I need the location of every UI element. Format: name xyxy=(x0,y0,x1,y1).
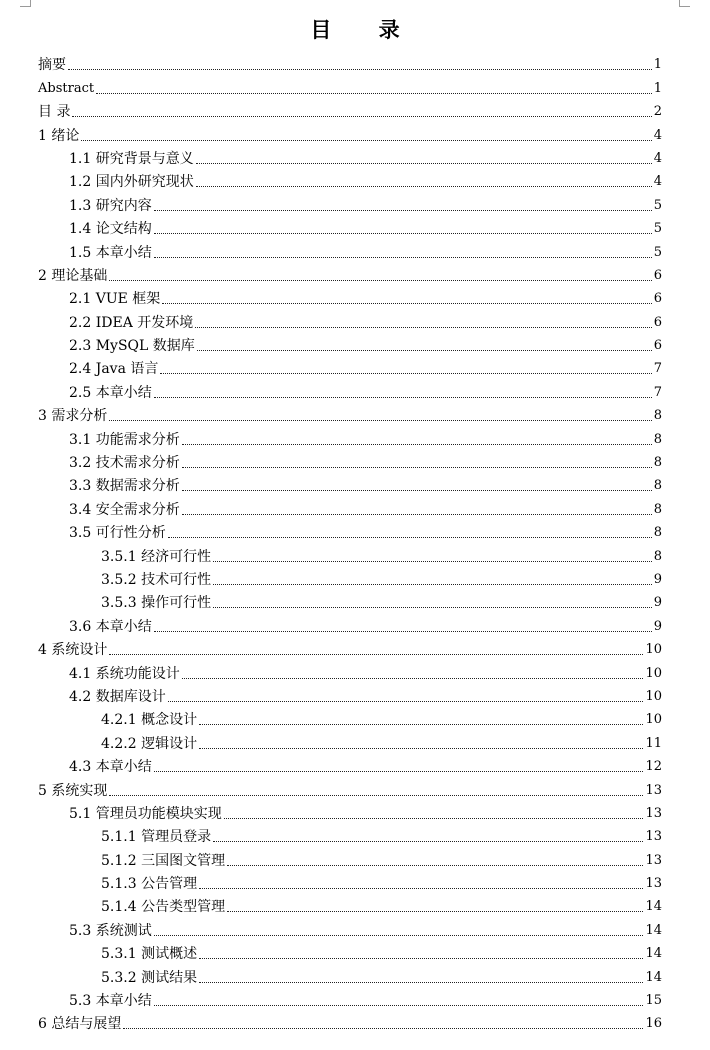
toc-dot-leader xyxy=(154,397,652,398)
toc-dot-leader xyxy=(182,514,652,515)
toc-entry[interactable] xyxy=(38,543,662,566)
toc-entry-label: 6 总结与展望 xyxy=(38,1016,122,1033)
toc-entry-label: 5.1 管理员功能模块实现 xyxy=(69,805,222,822)
toc-entry[interactable] xyxy=(38,309,662,332)
toc-dot-leader xyxy=(154,771,644,772)
toc-entry-page-number: 1 xyxy=(653,80,662,96)
toc-dot-leader xyxy=(162,303,651,304)
toc-entry-label: 4.1 系统功能设计 xyxy=(69,665,180,682)
toc-dot-leader xyxy=(199,958,643,959)
toc-entry[interactable] xyxy=(38,169,662,192)
toc-entry-page-number: 10 xyxy=(645,665,662,681)
toc-entry[interactable] xyxy=(38,894,662,917)
toc-entry[interactable] xyxy=(38,637,662,660)
toc-entry[interactable] xyxy=(38,286,662,309)
toc-dot-leader xyxy=(154,210,652,211)
toc-entry[interactable] xyxy=(38,333,662,356)
toc-entry-page-number: 13 xyxy=(645,876,662,892)
toc-entry-page-number: 14 xyxy=(645,922,662,938)
toc-entry[interactable] xyxy=(38,871,662,894)
toc-entry-page-number: 13 xyxy=(645,829,662,845)
toc-entry-label: 1.4 论文结构 xyxy=(69,221,152,238)
toc-entry[interactable] xyxy=(38,99,662,122)
toc-entry-label: 3.5.3 操作可行性 xyxy=(101,595,212,612)
toc-dot-leader xyxy=(81,140,651,141)
toc-entry-label: 2.4 Java 语言 xyxy=(69,361,159,378)
toc-dot-leader xyxy=(182,467,652,468)
toc-entry-label: 3 需求分析 xyxy=(38,408,108,425)
toc-entry-page-number: 4 xyxy=(653,150,662,166)
toc-entry-label: 3.3 数据需求分析 xyxy=(69,478,180,495)
toc-entry-label: 4.2.2 逻辑设计 xyxy=(101,735,198,752)
toc-entry-page-number: 1 xyxy=(653,57,662,73)
toc-entry-label: 1.5 本章小结 xyxy=(69,244,152,261)
toc-entry-label: Abstract xyxy=(38,80,95,96)
toc-entry-label: 3.4 安全需求分析 xyxy=(69,501,180,518)
toc-entry-page-number: 13 xyxy=(645,805,662,821)
toc-dot-leader xyxy=(199,888,643,889)
toc-entry[interactable] xyxy=(38,590,662,613)
toc-dot-leader xyxy=(182,444,652,445)
toc-dot-leader xyxy=(123,1028,643,1029)
toc-entry[interactable] xyxy=(38,730,662,753)
toc-entry[interactable] xyxy=(38,473,662,496)
toc-entry-page-number: 14 xyxy=(645,946,662,962)
toc-entry-page-number: 13 xyxy=(645,852,662,868)
toc-entry[interactable] xyxy=(38,450,662,473)
toc-entry-label: 摘要 xyxy=(38,57,66,74)
toc-dot-leader xyxy=(224,818,644,819)
toc-entry-page-number: 8 xyxy=(653,455,662,471)
toc-entry-page-number: 4 xyxy=(653,174,662,190)
toc-title: 目 录 xyxy=(310,17,420,42)
toc-entry[interactable] xyxy=(38,263,662,286)
toc-entry-page-number: 6 xyxy=(653,291,662,307)
page-corner-mark-right xyxy=(679,0,690,7)
toc-entry-page-number: 9 xyxy=(653,618,662,634)
toc-entry-page-number: 11 xyxy=(645,735,662,751)
toc-dot-leader xyxy=(109,654,643,655)
toc-dot-leader xyxy=(195,327,651,328)
toc-entry-page-number: 8 xyxy=(653,501,662,517)
toc-entry-page-number: 5 xyxy=(653,221,662,237)
toc-entry-page-number: 8 xyxy=(653,408,662,424)
toc-entry[interactable] xyxy=(38,754,662,777)
toc-entry-page-number: 9 xyxy=(653,595,662,611)
toc-dot-leader xyxy=(182,490,652,491)
toc-entry[interactable] xyxy=(38,122,662,145)
toc-entry-label: 5.3.2 测试结果 xyxy=(101,969,198,986)
page-corner-mark-left xyxy=(20,0,31,7)
toc-entry-page-number: 8 xyxy=(653,431,662,447)
toc-entry-page-number: 10 xyxy=(645,712,662,728)
toc-entry-page-number: 5 xyxy=(653,197,662,213)
toc-entry[interactable] xyxy=(38,613,662,636)
toc-entry[interactable] xyxy=(38,426,662,449)
toc-entry-page-number: 12 xyxy=(645,759,662,775)
toc-dot-leader xyxy=(227,911,643,912)
toc-entry[interactable] xyxy=(38,917,662,940)
toc-entry-page-number: 8 xyxy=(653,548,662,564)
toc-dot-leader xyxy=(160,373,651,374)
toc-dot-leader xyxy=(227,865,643,866)
toc-entry-label: 3.5.2 技术可行性 xyxy=(101,571,212,588)
toc-entry-label: 3.6 本章小结 xyxy=(69,618,152,635)
toc-entry[interactable] xyxy=(38,964,662,987)
toc-entry-page-number: 8 xyxy=(653,525,662,541)
toc-entry-label: 5 系统实现 xyxy=(38,782,108,799)
toc-entry-page-number: 6 xyxy=(653,267,662,283)
toc-entry[interactable] xyxy=(38,777,662,800)
toc-entry-page-number: 5 xyxy=(653,244,662,260)
toc-entry-label: 5.3 本章小结 xyxy=(69,993,152,1010)
toc-entry-label: 5.1.4 公告类型管理 xyxy=(101,899,226,916)
toc-entry-label: 2.3 MySQL 数据库 xyxy=(69,338,195,355)
toc-entry-label: 3.5 可行性分析 xyxy=(69,525,166,542)
toc-entry-page-number: 7 xyxy=(653,361,662,377)
toc-entry-page-number: 2 xyxy=(653,104,662,120)
toc-entry-label: 1.1 研究背景与意义 xyxy=(69,150,194,167)
toc-entry-label: 2.2 IDEA 开发环境 xyxy=(69,314,194,331)
toc-entry-page-number: 7 xyxy=(653,384,662,400)
toc-entry[interactable] xyxy=(38,941,662,964)
toc-entry[interactable] xyxy=(38,801,662,824)
toc-entry-label: 3.5.1 经济可行性 xyxy=(101,548,212,565)
toc-entry-label: 5.1.3 公告管理 xyxy=(101,876,198,893)
toc-dot-leader xyxy=(109,795,643,796)
toc-entry-page-number: 4 xyxy=(653,127,662,143)
toc-entry-label: 5.1.2 三国图文管理 xyxy=(101,852,226,869)
toc-entry-page-number: 14 xyxy=(645,899,662,915)
toc-entry-page-number: 15 xyxy=(645,993,662,1009)
toc-entry[interactable] xyxy=(38,988,662,1011)
toc-entry[interactable] xyxy=(38,496,662,519)
toc-entry-page-number: 16 xyxy=(645,1016,662,1032)
toc-dot-leader xyxy=(199,724,643,725)
toc-entry-label: 4 系统设计 xyxy=(38,642,108,659)
toc-dot-leader xyxy=(68,69,652,70)
toc-entry-label: 1.2 国内外研究现状 xyxy=(69,174,194,191)
toc-dot-leader xyxy=(168,537,652,538)
toc-entry[interactable] xyxy=(38,216,662,239)
toc-dot-leader xyxy=(109,280,651,281)
toc-dot-leader xyxy=(154,631,652,632)
toc-dot-leader xyxy=(154,1005,644,1006)
toc-dot-leader xyxy=(196,186,652,187)
toc-entry-label: 4.2 数据库设计 xyxy=(69,688,166,705)
toc-entry-label: 1.3 研究内容 xyxy=(69,197,152,214)
toc-entry-label: 3.2 技术需求分析 xyxy=(69,455,180,472)
toc-entry[interactable] xyxy=(38,1011,662,1034)
toc-entry[interactable] xyxy=(38,847,662,870)
toc-entry[interactable] xyxy=(38,192,662,215)
toc-dot-leader xyxy=(196,163,652,164)
toc-dot-leader xyxy=(154,935,644,936)
toc-dot-leader xyxy=(182,678,644,679)
toc-entry[interactable] xyxy=(38,52,662,75)
toc-dot-leader xyxy=(96,93,652,94)
toc-entry[interactable] xyxy=(38,379,662,402)
toc-entry-label: 目 录 xyxy=(38,104,71,121)
toc-entry[interactable] xyxy=(38,660,662,683)
toc-dot-leader xyxy=(213,561,652,562)
toc-list xyxy=(38,52,662,1034)
toc-dot-leader xyxy=(72,116,651,117)
toc-entry-label: 2.1 VUE 框架 xyxy=(69,291,161,308)
toc-entry[interactable] xyxy=(38,146,662,169)
toc-dot-leader xyxy=(213,607,652,608)
toc-entry[interactable] xyxy=(38,75,662,98)
toc-entry-page-number: 6 xyxy=(653,314,662,330)
toc-entry-label: 4.3 本章小结 xyxy=(69,759,152,776)
toc-entry-page-number: 14 xyxy=(645,969,662,985)
toc-entry[interactable] xyxy=(38,520,662,543)
toc-dot-leader xyxy=(199,982,643,983)
toc-entry-label: 3.1 功能需求分析 xyxy=(69,431,180,448)
toc-dot-leader xyxy=(199,748,643,749)
toc-dot-leader xyxy=(213,584,652,585)
toc-entry-label: 1 绪论 xyxy=(38,127,80,144)
toc-entry-page-number: 10 xyxy=(645,688,662,704)
toc-dot-leader xyxy=(109,420,651,421)
toc-dot-leader xyxy=(154,233,652,234)
toc-dot-leader xyxy=(213,841,643,842)
toc-entry[interactable] xyxy=(38,403,662,426)
toc-dot-leader xyxy=(154,257,652,258)
toc-dot-leader xyxy=(197,350,652,351)
toc-entry[interactable] xyxy=(38,824,662,847)
toc-dot-leader xyxy=(168,701,644,702)
toc-entry[interactable] xyxy=(38,707,662,730)
toc-entry-label: 5.3 系统测试 xyxy=(69,922,152,939)
toc-entry-label: 5.1.1 管理员登录 xyxy=(101,829,212,846)
toc-entry[interactable] xyxy=(38,356,662,379)
toc-entry-page-number: 13 xyxy=(645,782,662,798)
toc-entry[interactable] xyxy=(38,684,662,707)
toc-entry-label: 4.2.1 概念设计 xyxy=(101,712,198,729)
toc-entry-label: 2 理论基础 xyxy=(38,267,108,284)
toc-entry-label: 2.5 本章小结 xyxy=(69,384,152,401)
toc-entry[interactable] xyxy=(38,567,662,590)
toc-entry-label: 5.3.1 测试概述 xyxy=(101,946,198,963)
toc-entry-page-number: 9 xyxy=(653,571,662,587)
toc-entry-page-number: 6 xyxy=(653,338,662,354)
toc-entry-page-number: 10 xyxy=(645,642,662,658)
toc-entry[interactable] xyxy=(38,239,662,262)
toc-entry-page-number: 8 xyxy=(653,478,662,494)
